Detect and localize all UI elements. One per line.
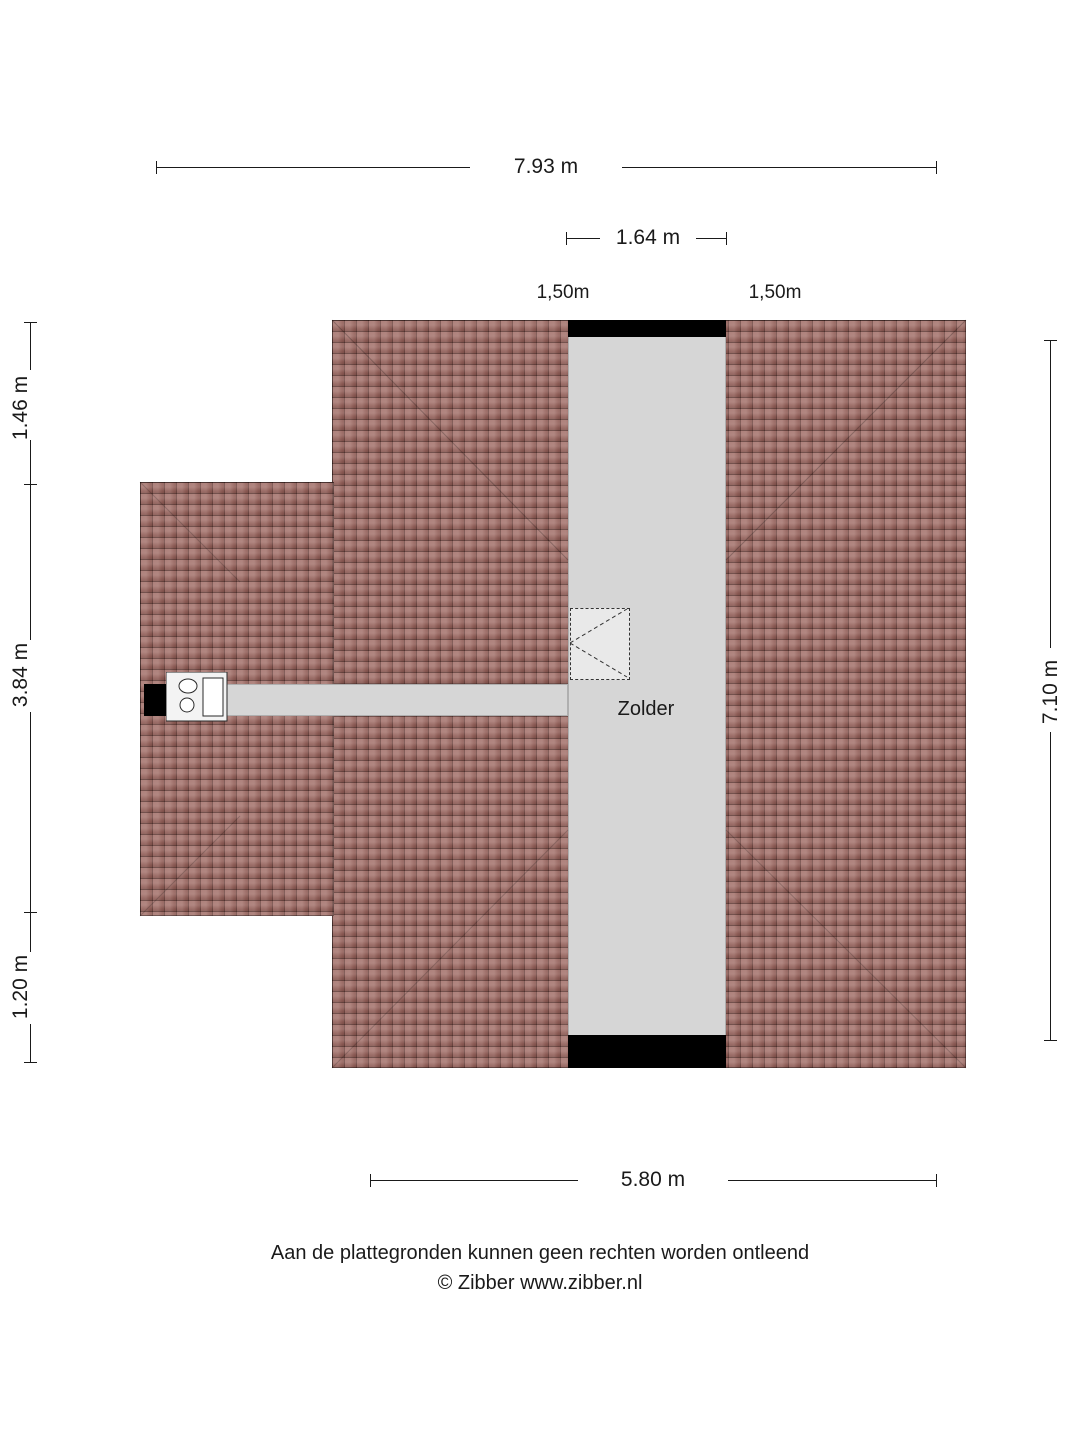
room-label-zolder: Zolder [617,698,675,720]
dim-top-overall: 7.93 m [513,155,579,178]
dim-left-bottom: 1.20 m [9,954,32,1020]
dim-left-middle: 3.84 m [9,642,32,708]
dim-right-overall: 7.10 m [1039,659,1062,725]
dim-top-right-opening: 1,50m [748,282,802,303]
footer-disclaimer: Aan de plattegronden kunnen geen rechten worden ontleend [270,1242,810,1264]
dim-top-left-opening: 1,50m [536,282,590,303]
footer-copyright: © Zibber www.zibber.nl [437,1272,643,1294]
dim-bottom-overall: 5.80 m [620,1168,686,1191]
dim-left-top: 1.46 m [9,375,32,441]
dim-top-inner: 1.64 m [615,226,681,249]
